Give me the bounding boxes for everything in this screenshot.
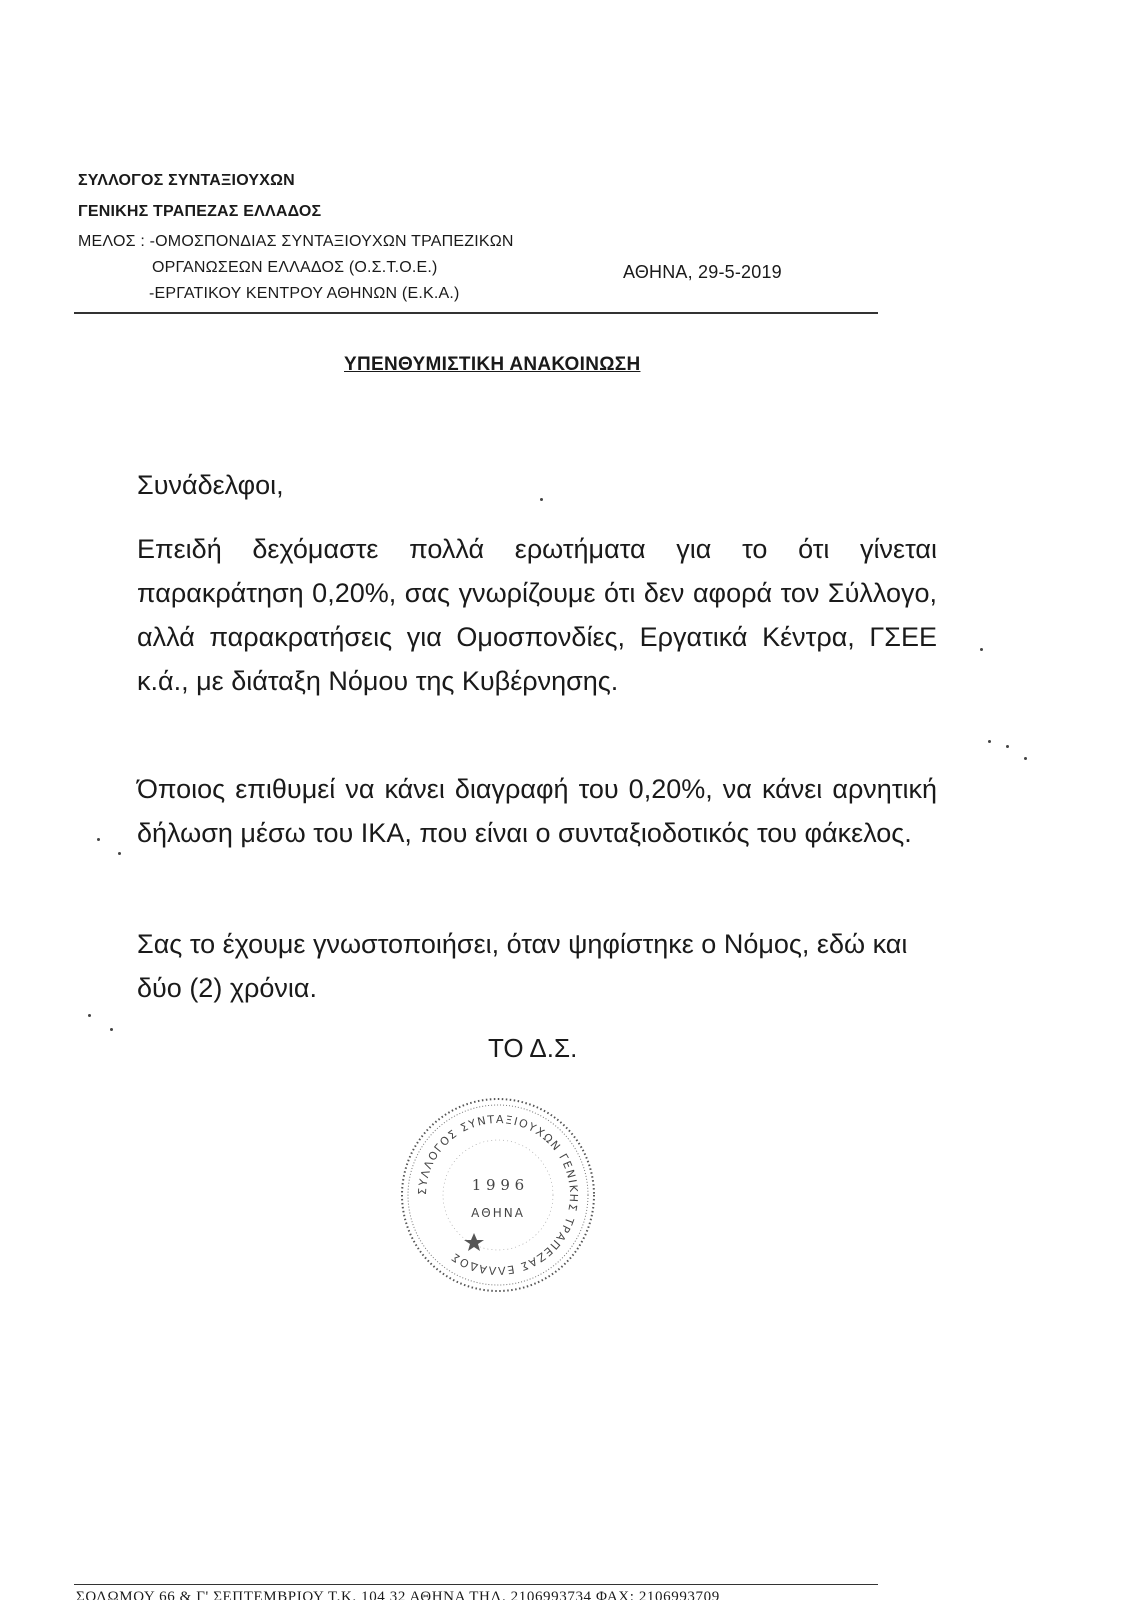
footer-divider bbox=[74, 1584, 878, 1585]
header-divider bbox=[74, 312, 878, 314]
scan-speck bbox=[97, 838, 100, 841]
organization-name-line1: ΣΥΛΛΟΓΟΣ ΣΥΝΤΑΞΙΟΥΧΩΝ bbox=[78, 172, 295, 189]
paragraph-2: Όποιος επιθυμεί να κάνει διαγραφή του 0,20%, να κάνει αρνητική δήλωση μέσω του ΙΚΑ, που είναι ο συνταξιοδοτικός του φάκελος. bbox=[137, 774, 937, 848]
stamp-city: ΑΘΗΝΑ bbox=[471, 1206, 525, 1220]
greeting: Συνάδελφοι, bbox=[137, 470, 284, 500]
membership-line3: -ΕΡΓΑΤΙΚΟΥ ΚΕΝΤΡΟΥ ΑΘΗΝΩΝ (Ε.Κ.Α.) bbox=[149, 285, 460, 302]
paragraph-1: Επειδή δεχόμαστε πολλά ερωτήματα για το ότι γίνεται παρακράτηση 0,20%, σας γνωρίζουμε ότι δεν αφορά τον Σύλλογο, αλλά παρακρατήσεις για Ομοσπονδίες, Εργατικά Κέντρα, ΓΣΕΕ κ.ά., με διάταξη Νόμου της Κυβέρνησης. bbox=[137, 534, 937, 696]
document-title: ΥΠΕΝΘΥΜΙΣΤΙΚΗ ΑΝΑΚΟΙΝΩΣΗ bbox=[344, 354, 641, 375]
scan-speck bbox=[980, 648, 983, 651]
paragraph-3: Σας το έχουμε γνωστοποιήσει, όταν ψηφίστηκε ο Νόμος, εδώ και δύο (2) χρόνια. bbox=[137, 929, 908, 1003]
official-stamp bbox=[398, 1095, 598, 1295]
stamp-outer-text: ΣΥΛΛΟΓΟΣ ΣΥΝΤΑΞΙΟΥΧΩΝ ΓΕΝΙΚΗΣ ΤΡΑΠΕΖΑΣ ΕΛΛΑΔΟΣ bbox=[415, 1112, 581, 1278]
scan-speck bbox=[1024, 757, 1027, 760]
scan-speck bbox=[540, 498, 543, 501]
membership-line1: ΜΕΛΟΣ : -ΟΜΟΣΠΟΝΔΙΑΣ ΣΥΝΤΑΞΙΟΥΧΩΝ ΤΡΑΠΕΖΙΚΩΝ bbox=[78, 233, 514, 250]
svg-text:ΣΥΛΛΟΓΟΣ ΣΥΝΤΑΞΙΟΥΧΩΝ ΓΕΝΙΚΗΣ bbox=[416, 1113, 580, 1277]
footer-address: ΣΟΛΩΜΟΥ 66 & Γ' ΣΕΠΤΕΜΒΡΙΟΥ Τ.Κ. 104 32 ΑΘΗΝΑ ΤΗΛ. 2106993734 ΦΑΧ: 2106993709 bbox=[76, 1589, 720, 1600]
scan-speck bbox=[1006, 745, 1009, 748]
signature: ΤΟ Δ.Σ. bbox=[488, 1033, 578, 1063]
organization-name-line2: ΓΕΝΙΚΗΣ ΤΡΑΠΕΖΑΣ ΕΛΛΑΔΟΣ bbox=[78, 203, 322, 220]
scan-speck bbox=[88, 1014, 91, 1017]
scan-speck bbox=[110, 1028, 113, 1031]
scan-speck bbox=[118, 852, 121, 855]
scan-speck bbox=[988, 740, 991, 743]
star-icon bbox=[464, 1233, 484, 1251]
membership-line2: ΟΡΓΑΝΩΣΕΩΝ ΕΛΛΑΔΟΣ (Ο.Σ.Τ.Ο.Ε.) bbox=[152, 259, 438, 276]
document-date: ΑΘΗΝΑ, 29-5-2019 bbox=[623, 262, 782, 282]
stamp-year: 1 9 9 6 bbox=[471, 1176, 525, 1194]
